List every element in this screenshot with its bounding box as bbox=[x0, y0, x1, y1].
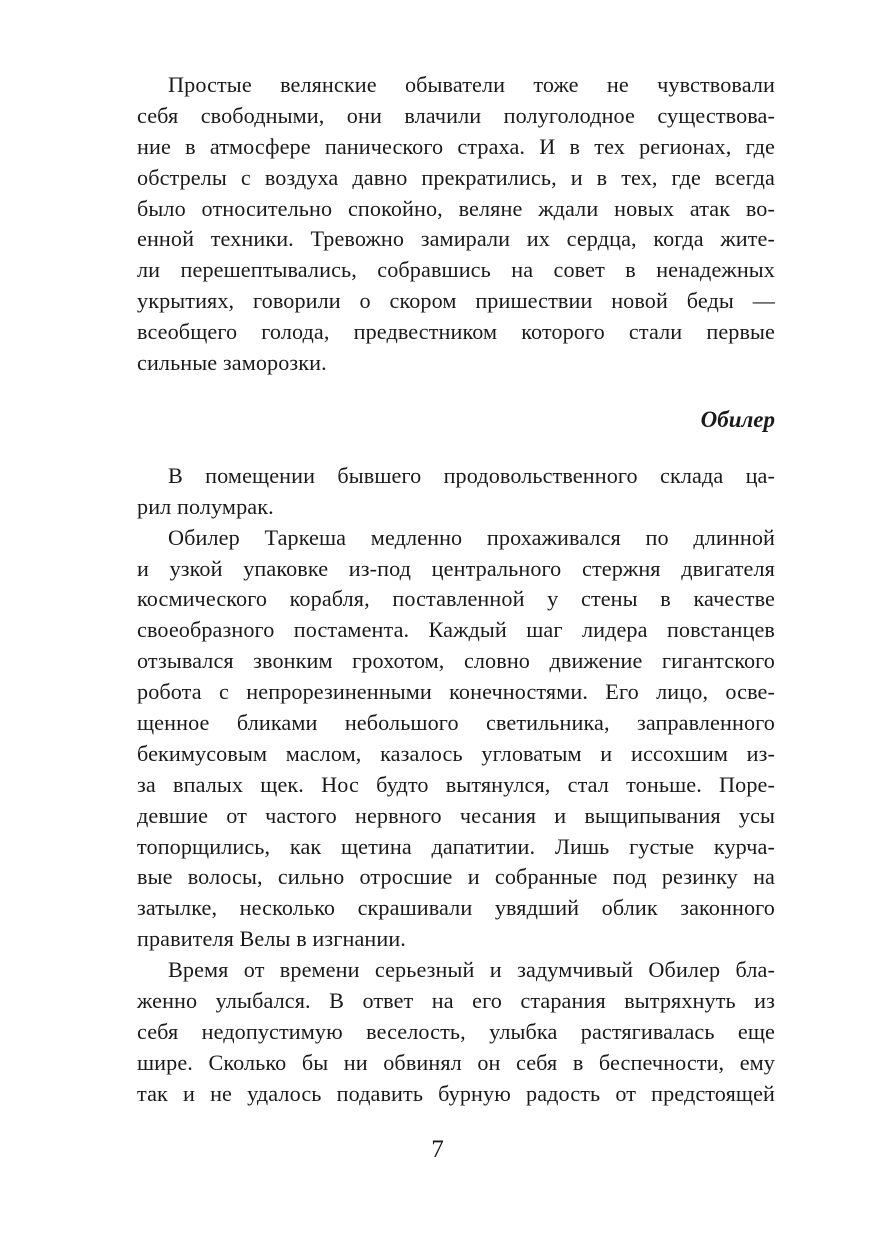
text-line: себя недопустимую веселость, улыбка растягивалась еще bbox=[137, 1018, 775, 1044]
text-line: укрытиях, говорили о скором пришествии новой беды — bbox=[137, 288, 775, 314]
paragraph-3 bbox=[137, 523, 775, 955]
paragraph-2 bbox=[137, 461, 775, 523]
text-line: так и не удалось подавить бурную радость от предстоящей bbox=[137, 1080, 775, 1106]
text-line: и узкой упаковке из-под центрального стержня двигателя bbox=[137, 555, 775, 581]
text-line: сильные заморозки. bbox=[137, 350, 327, 376]
text-line: В помещении бывшего продовольственного склада ца- bbox=[168, 462, 775, 488]
page-number: 7 bbox=[431, 1136, 444, 1163]
text-line: обстрелы с воздуха давно прекратились, и в тех, где всегда bbox=[137, 164, 775, 190]
text-line: Обилер Таркеша медленно прохаживался по длинной bbox=[168, 524, 775, 550]
text-line: отзывался звонким грохотом, словно движение гигантского bbox=[137, 648, 775, 674]
paragraph-1 bbox=[137, 70, 775, 379]
text-line: девшие от частого нервного чесания и выщипывания усы bbox=[137, 802, 775, 828]
text-line: затылке, несколько скрашивали увядший облик законного bbox=[137, 895, 775, 921]
text-line: рил полумрак. bbox=[137, 493, 274, 519]
text-line: ли перешептывались, собравшись на совет в ненадежных bbox=[137, 257, 775, 283]
text-line: женно улыбался. В ответ на его старания вытряхнуть из bbox=[137, 988, 775, 1014]
text-line: ние в атмосфере панического страха. И в тех регионах, где bbox=[137, 133, 775, 159]
text-line: топорщились, как щетина дапатитии. Лишь густые курча- bbox=[137, 833, 775, 859]
text-line: было относительно спокойно, веляне ждали новых атак во- bbox=[137, 195, 775, 221]
text-line: всеобщего голода, предвестником которого стали первые bbox=[137, 319, 775, 345]
text-line: робота с непрорезиненными конечностями. Его лицо, осве- bbox=[137, 679, 775, 705]
text-line: вые волосы, сильно отросшие и собранные под резинку на bbox=[137, 864, 775, 890]
text-line: себя свободными, они влачили полуголодное существова- bbox=[137, 102, 775, 128]
text-line: бекимусовым маслом, казалось угловатым и иссохшим из- bbox=[137, 740, 775, 766]
text-line: шире. Сколько бы ни обвинял он себя в беспечности, ему bbox=[137, 1049, 775, 1075]
text-line: Время от времени серьезный и задумчивый Обилер бла- bbox=[168, 957, 775, 983]
text-line: правителя Велы в изгнании. bbox=[137, 926, 406, 952]
text-line: космического корабля, поставленной у стены в качестве bbox=[137, 586, 775, 612]
paragraph-4 bbox=[137, 955, 775, 1109]
text-line: енной техники. Тревожно замирали их сердца, когда жите- bbox=[137, 226, 775, 252]
section-heading: Обилер bbox=[700, 406, 775, 432]
text-line: своеобразного постамента. Каждый шаг лидера повстанцев bbox=[137, 617, 775, 643]
page-body bbox=[137, 70, 775, 1110]
text-line: Простые велянские обыватели тоже не чувствовали bbox=[168, 72, 775, 97]
text-line: за впалых щек. Нос будто вытянулся, стал тоньше. Поре- bbox=[137, 771, 775, 797]
text-line: щенное бликами небольшого светильника, заправленного bbox=[137, 710, 775, 736]
